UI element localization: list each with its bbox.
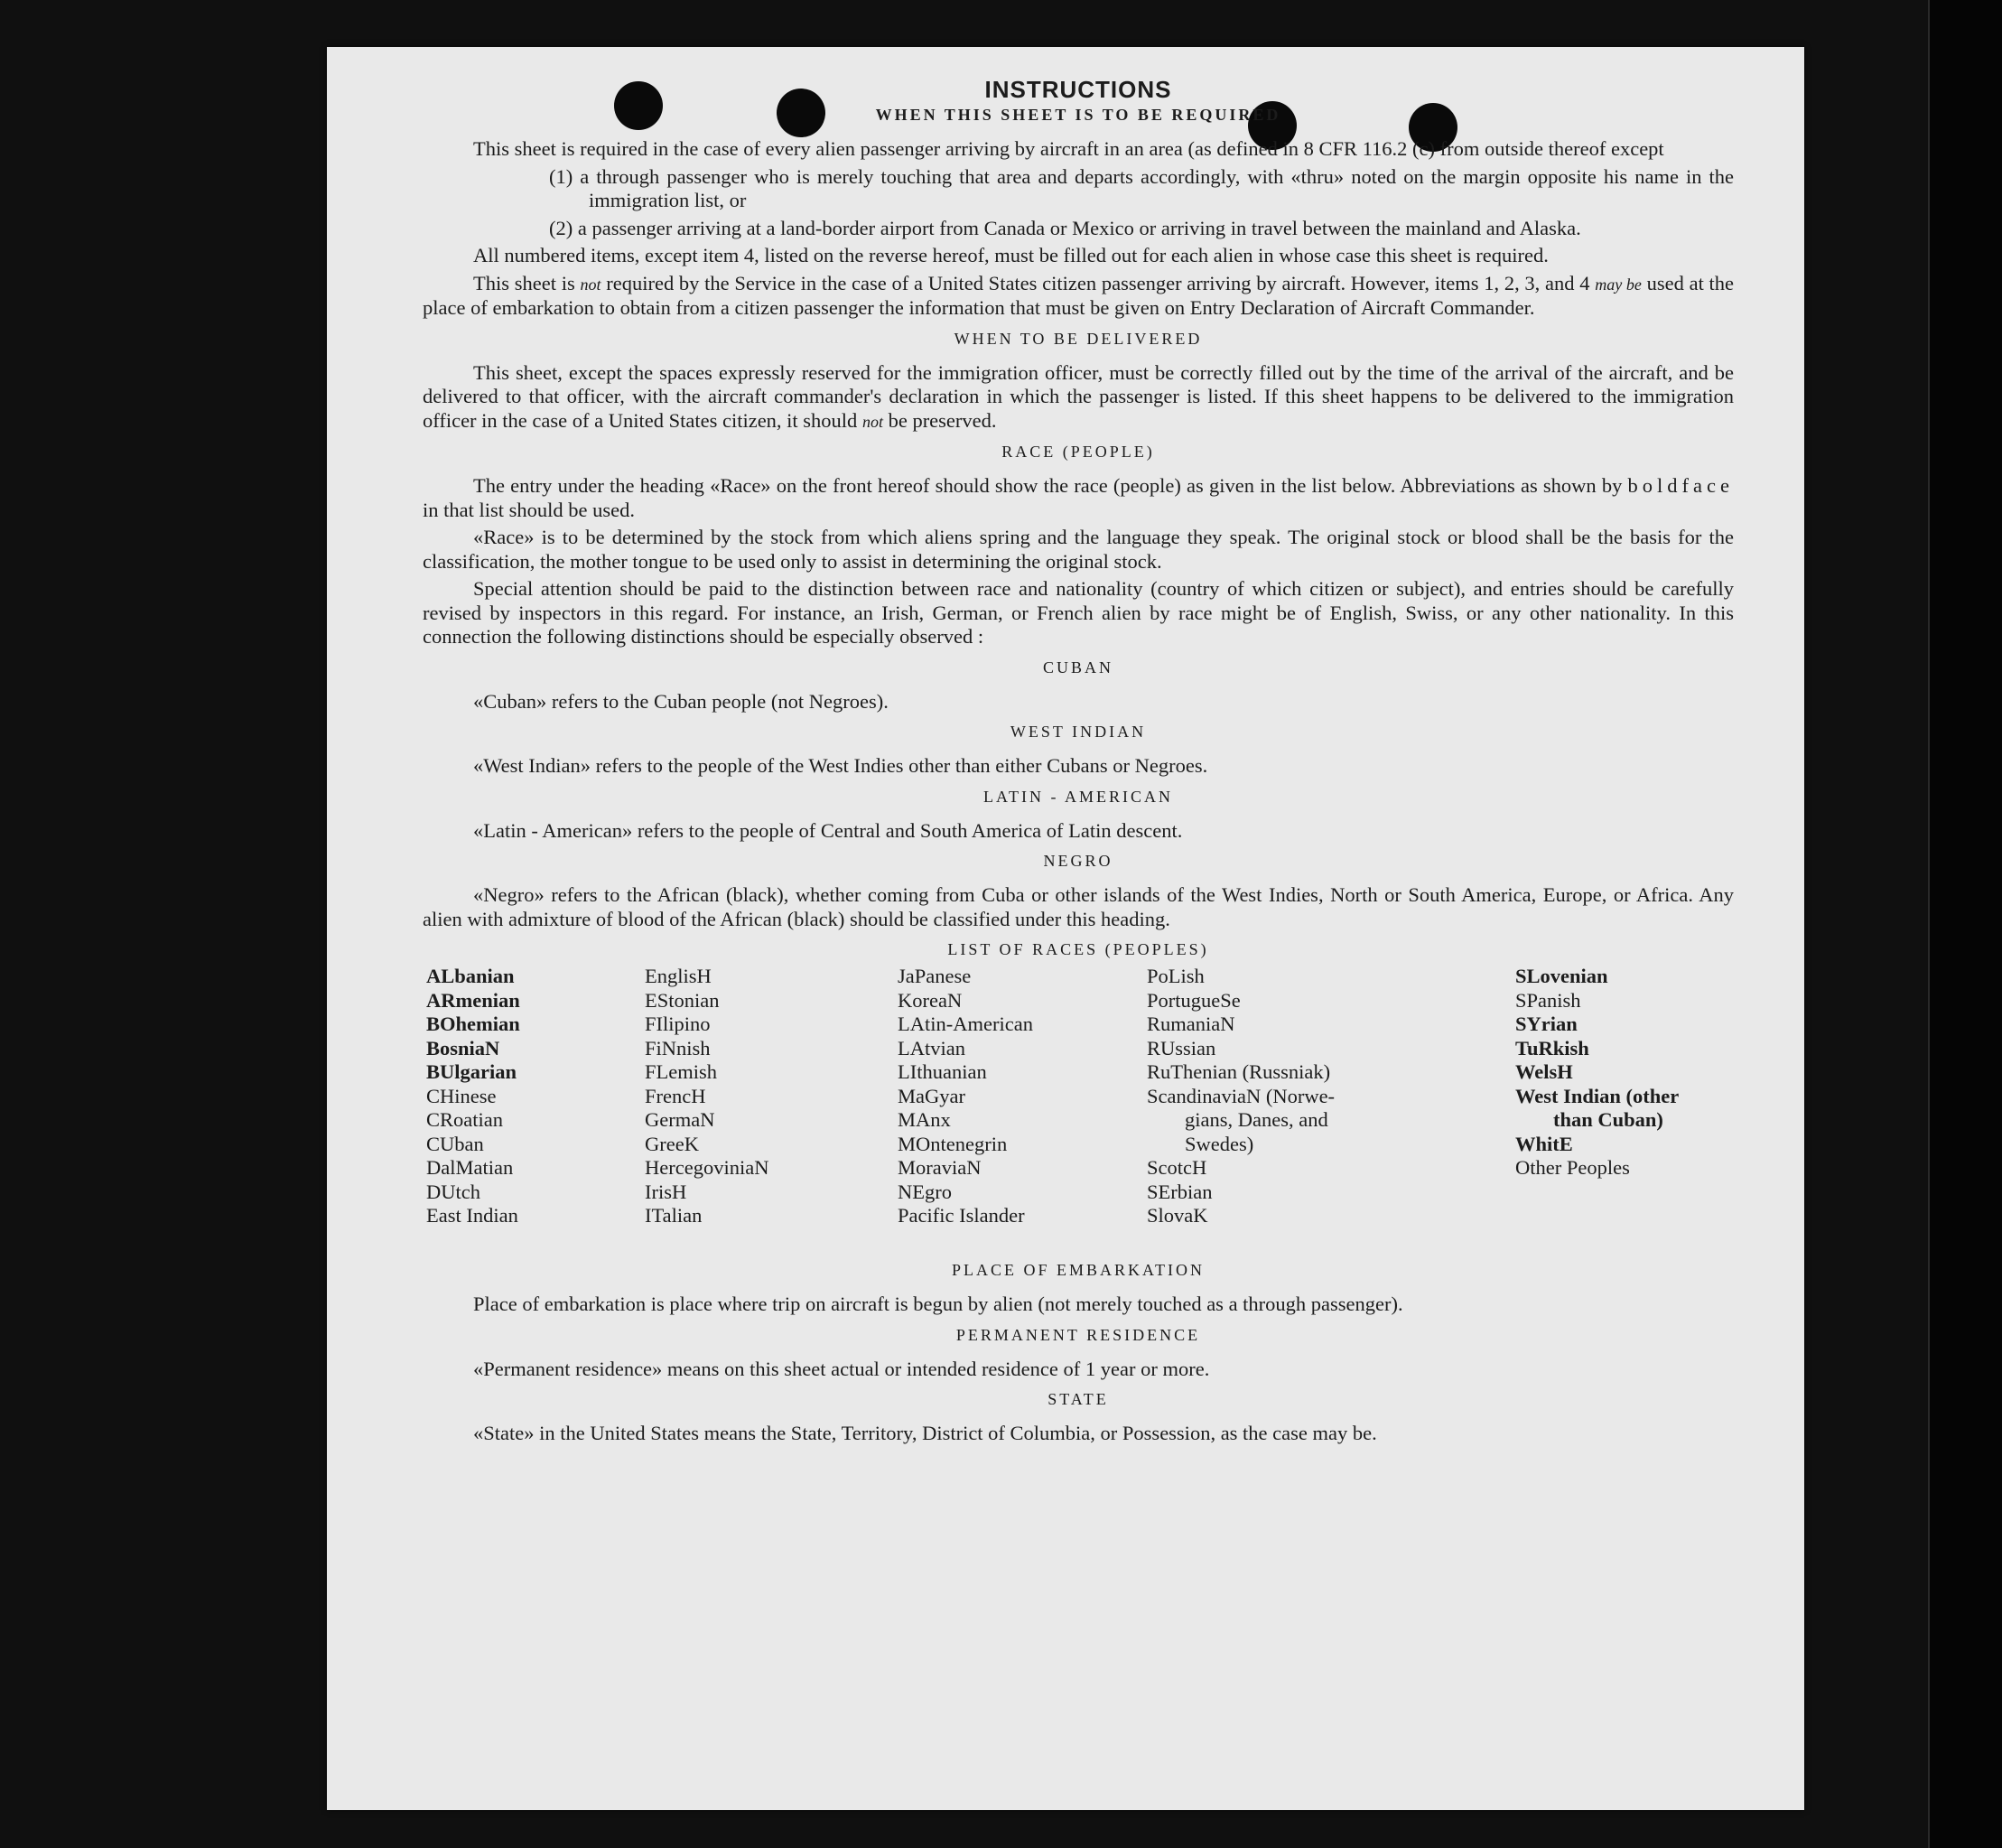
race-entry: FLemish <box>645 1060 718 1083</box>
list-item: (2) a passenger arriving at a land-border airport from Canada or Mexico or arriving in travel between the mainland and Alaska. <box>549 216 1581 239</box>
paragraph: «West Indian» refers to the people of the West Indies other than either Cubans or Negroes. <box>473 754 1208 777</box>
race-entry: BUlgarian <box>426 1060 517 1083</box>
race-entry: IrisH <box>645 1180 687 1203</box>
race-entry: DUtch <box>426 1180 480 1203</box>
race-entry: ScandinaviaN (Norwe- <box>1147 1084 1336 1107</box>
race-entry: DalMatian <box>426 1156 514 1179</box>
sheet-content <box>423 76 1734 1450</box>
race-entry: ALbanian <box>426 965 515 987</box>
section-heading: STATE <box>1048 1390 1109 1408</box>
race-entry: FIlipino <box>645 1013 711 1035</box>
race-entry: FiNnish <box>645 1036 711 1059</box>
race-entry: CHinese <box>426 1084 497 1107</box>
section-heading: PLACE OF EMBARKATION <box>951 1261 1206 1279</box>
race-entry: LAtvian <box>898 1036 965 1059</box>
section-heading: RACE (PEOPLE) <box>1001 443 1155 461</box>
paragraph: «Negro» refers to the African (black), whether coming from Cuba or other islands of the West Indies, North or South America, Europe, or Africa. Any alien with admixture of blood of the African (black) should be classified under this heading. <box>423 883 1734 930</box>
page-title: INSTRUCTIONS <box>984 76 1172 103</box>
race-entry: RuThenian (Russniak) <box>1147 1060 1331 1083</box>
race-entry: SErbian <box>1147 1180 1213 1203</box>
race-entry: KoreaN <box>898 988 963 1012</box>
list-item: (1) a through passenger who is merely touching that area and departs accordingly, with «thru» noted on the margin opposite his name in the immigration list, or <box>549 164 1734 211</box>
section-heading: WEST INDIAN <box>1010 723 1147 741</box>
race-entry: WhitE <box>1515 1132 1573 1155</box>
race-entry: MaGyar <box>898 1084 965 1107</box>
race-entry: ScotcH <box>1147 1156 1207 1179</box>
paragraph: «Race» is to be determined by the stock from which aliens spring and the language they speak. The original stock or blood shall be the basis for the classification, the mother tongue to be used only to assist in determining the original stock. <box>423 526 1734 573</box>
race-entry: gians, Danes, and <box>1185 1108 1328 1131</box>
film-edge <box>1928 0 2002 1848</box>
race-entry: TuRkish <box>1515 1036 1589 1059</box>
race-entry: JaPanese <box>898 965 972 987</box>
section-heading: CUBAN <box>1042 658 1113 677</box>
paragraph: «Permanent residence» means on this sheet actual or intended residence of 1 year or more. <box>473 1357 1210 1380</box>
section-heading: NEGRO <box>1043 852 1113 870</box>
race-entry: RUssian <box>1147 1036 1216 1059</box>
race-column <box>1147 965 1335 1228</box>
race-column <box>1515 965 1679 1181</box>
race-entry: West Indian (other <box>1515 1084 1680 1107</box>
race-entry: SYrian <box>1515 1013 1578 1035</box>
race-entry: East Indian <box>426 1204 518 1227</box>
race-entry: WelsH <box>1515 1060 1573 1083</box>
paragraph: All numbered items, except item 4, listed on the reverse hereof, must be filled out for each alien in whose case this sheet is required. <box>473 244 1549 266</box>
race-entry: BOhemian <box>426 1013 520 1035</box>
paragraph: This sheet is not required by the Service in the case of a United States citizen passenger arriving by aircraft. However, items 1, 2, 3, and 4 may be used at the place of embarkation to obtain from a citizen passenger the information that must be given on Entry Declaration of Aircraft Commander. <box>423 271 1735 319</box>
race-entry: than Cuban) <box>1553 1108 1663 1131</box>
race-entry: MOntenegrin <box>898 1132 1008 1155</box>
race-entry: GermaN <box>645 1108 715 1131</box>
race-column <box>426 965 520 1228</box>
race-entry: SLovenian <box>1515 965 1608 987</box>
race-entry: CRoatian <box>426 1108 503 1131</box>
paragraph: Place of embarkation is place where trip on aircraft is begun by alien (not merely touched as a through passenger). <box>473 1293 1403 1315</box>
race-entry: FrencH <box>645 1084 706 1107</box>
race-entry: Swedes) <box>1185 1132 1254 1155</box>
paragraph: This sheet is required in the case of every alien passenger arriving by aircraft in an area (as defined in 8 CFR 116.2 (c) from outside thereof except <box>473 137 1664 160</box>
section-heading: LATIN - AMERICAN <box>983 787 1173 806</box>
section-heading: WHEN TO BE DELIVERED <box>954 329 1203 348</box>
race-entry: NEgro <box>898 1180 952 1203</box>
race-entry: SPanish <box>1515 988 1581 1012</box>
race-entry: RumaniaN <box>1147 1013 1235 1035</box>
paragraph: «Cuban» refers to the Cuban people (not Negroes). <box>473 689 889 713</box>
race-list <box>423 965 1734 1252</box>
race-entry: PortugueSe <box>1147 988 1241 1012</box>
section-heading: LIST OF RACES (PEOPLES) <box>947 940 1209 958</box>
race-entry: CUban <box>426 1132 484 1155</box>
race-entry: EStonian <box>645 988 720 1012</box>
paragraph: Special attention should be paid to the distinction between race and nationality (country of which citizen or subject), and entries should be carefully revised by inspectors in this regard. For instance, an Irish, German, or French alien by race might be of English, Swiss, or any other nationality. In this connection the following distinctions should be especially observed : <box>423 577 1734 648</box>
section-heading: PERMANENT RESIDENCE <box>955 1325 1201 1344</box>
race-entry: ITalian <box>645 1204 703 1227</box>
paragraph: This sheet, except the spaces expressly reserved for the immigration officer, must be correctly filled out by the time of the arrival of the aircraft, and be delivered to that officer, with the aircraft commander's declaration in which the passenger is listed. If this sheet happens to be delivered to the immigration officer in the case of a United States citizen, it should not be preserved. <box>423 360 1734 432</box>
race-entry: LAtin-American <box>898 1013 1033 1035</box>
paragraph: «Latin - American» refers to the people of Central and South America of Latin descent. <box>473 818 1183 842</box>
race-entry: BosniaN <box>426 1036 500 1059</box>
race-entry: LIthuanian <box>898 1060 987 1083</box>
section-heading: WHEN THIS SHEET IS TO BE REQUIRED <box>875 106 1281 124</box>
paragraph: The entry under the heading «Race» on the front hereof should show the race (people) as given in the list below. Abbreviations as shown by boldface in that list should be used. <box>423 474 1735 521</box>
race-entry: ARmenian <box>426 988 520 1012</box>
race-entry: Pacific Islander <box>898 1204 1025 1227</box>
race-entry: EnglisH <box>645 965 712 987</box>
race-entry: MAnx <box>898 1108 951 1131</box>
race-entry: SlovaK <box>1147 1204 1208 1227</box>
race-entry: GreeK <box>645 1132 699 1155</box>
race-column <box>645 965 768 1228</box>
race-entry: MoraviaN <box>898 1156 982 1179</box>
race-entry: HercegoviniaN <box>645 1156 769 1179</box>
race-column <box>898 965 1033 1228</box>
instruction-sheet <box>327 47 1804 1810</box>
race-entry: PoLish <box>1147 965 1205 987</box>
paragraph: «State» in the United States means the State, Territory, District of Columbia, or Possession, as the case may be. <box>473 1422 1377 1444</box>
race-entry: Other Peoples <box>1515 1156 1630 1179</box>
